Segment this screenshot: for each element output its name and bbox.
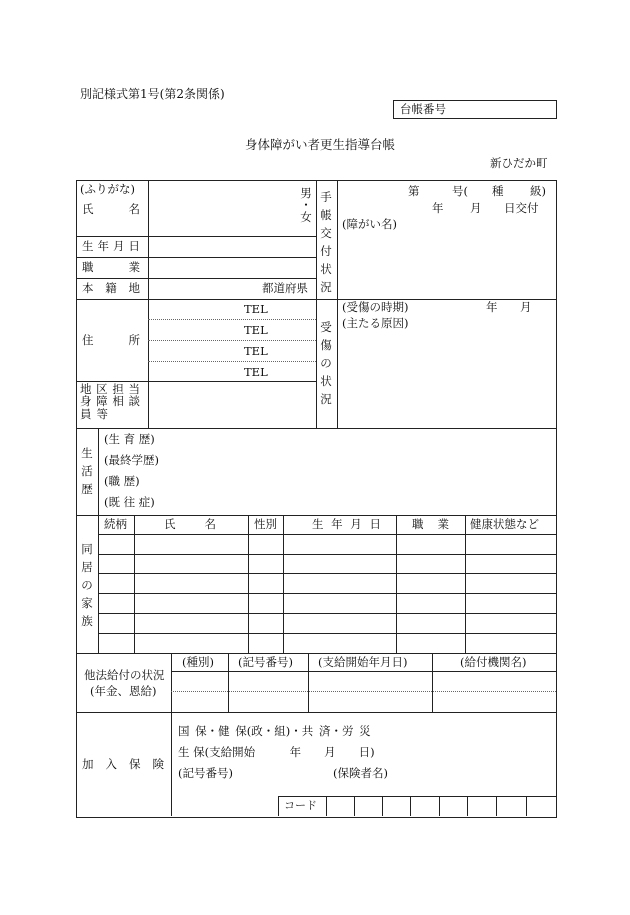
code-input-boxes[interactable] [327, 797, 555, 815]
injury-label: 受 傷 の 状 況 [320, 320, 332, 406]
benefit-header-agency: (給付機関名) [460, 655, 527, 669]
district-field[interactable] [150, 384, 314, 426]
handbook-year: 年 [432, 201, 444, 215]
town-name: 新ひだか町 [490, 156, 548, 170]
injury-cause-label: (主たる原因) [342, 316, 409, 330]
ledger-number-label: 台帳番号 [400, 102, 446, 116]
insurance-type-options: 国 保・健 保(政・組)・共 済・労 災 [178, 724, 371, 738]
family-header-name: 氏 名 [164, 517, 217, 531]
handbook-number-suffix: 号( [452, 184, 468, 198]
tel-label: TEL [244, 365, 268, 379]
injury-month: 月 [520, 300, 532, 314]
tel-label: TEL [244, 302, 268, 316]
other-benefit-label: 他法給付の状況 [84, 668, 165, 682]
honseki-label: 本 籍 地 [82, 281, 140, 295]
insurance-welfare-start: 生 保(支給開始 年 月 日) [178, 745, 375, 759]
ledger-number-box[interactable] [393, 100, 557, 119]
furigana-label: (ふりがな) [80, 182, 135, 196]
family-header-birthdate: 生 年 月 日 [312, 517, 383, 531]
handbook-grade: 級) [530, 184, 546, 198]
life-item-medical-history: (既 往 症) [104, 495, 155, 509]
code-label: コード [284, 799, 317, 812]
handbook-type: 種 [492, 184, 504, 198]
handbook-label: 手 帳 交 付 状 況 [320, 190, 332, 294]
life-item-education: (最終学歴) [104, 453, 159, 467]
disability-name-label: (障がい名) [342, 217, 397, 231]
district-label: 地 区 担 当 身 障 相 談 員等 [80, 382, 140, 421]
handbook-month: 月 [470, 201, 482, 215]
benefit-header-number: (記号番号) [238, 655, 293, 669]
injury-year: 年 [486, 300, 498, 314]
life-item-work-history: (職 歴) [104, 474, 140, 488]
address-label: 住 所 [82, 333, 140, 347]
other-benefit-sublabel: (年金、恩給) [90, 684, 157, 698]
name-field[interactable] [150, 182, 314, 234]
injury-time-label: (受傷の時期) [342, 300, 409, 314]
family-header-health: 健康状態など [470, 517, 539, 531]
life-history-label: 生 活 歴 [81, 446, 93, 496]
family-header-relation: 続柄 [104, 517, 127, 531]
sex-selector[interactable]: 男 ・ 女 [300, 186, 312, 224]
birth-label: 生 年 月 日 [82, 239, 140, 253]
insurance-number-label: (記号番号) [178, 766, 233, 780]
occupation-label: 職 業 [82, 260, 140, 274]
document-title: 身体障がい者更生指導台帳 [245, 137, 396, 152]
family-label: 同 居 の 家 族 [81, 542, 93, 628]
name-label: 氏 名 [82, 202, 140, 216]
insurance-label: 加 入 保 険 [82, 757, 164, 771]
benefit-header-start-date: (支給開始年月日) [318, 655, 408, 669]
birth-field[interactable] [150, 238, 314, 255]
family-header-sex: 性別 [254, 517, 277, 531]
handbook-issue-day: 日交付 [504, 201, 539, 215]
family-header-occupation: 職 業 [412, 517, 449, 531]
handbook-number-prefix: 第 [408, 184, 420, 198]
life-item-upbringing: (生 育 歴) [104, 432, 155, 446]
tel-label: TEL [244, 323, 268, 337]
prefecture-suffix: 都道府県 [262, 281, 308, 295]
tel-label: TEL [244, 344, 268, 358]
benefit-header-type: (種別) [182, 655, 214, 669]
form-reference: 別記様式第1号(第2条関係) [80, 87, 225, 101]
occupation-field[interactable] [150, 259, 314, 276]
insurer-name-label: (保険者名) [333, 766, 388, 780]
